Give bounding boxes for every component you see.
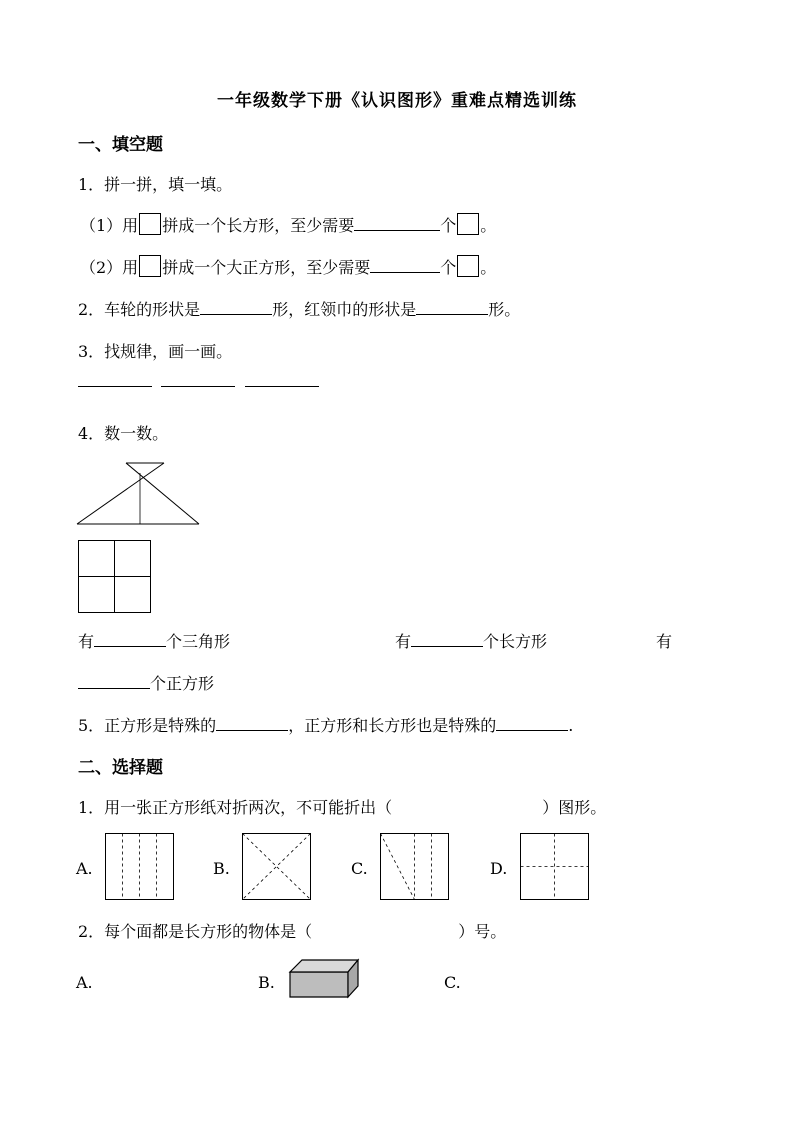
q1-p2-end: 。 [480,258,497,277]
q1-p2-pre: （2）用 [80,258,139,277]
q2-mid: 形，红领巾的形状是 [272,300,417,319]
small-square-box [139,213,161,235]
answer-blank[interactable] [411,632,483,647]
page-title: 一年级数学下册《认识图形》重难点精选训练 [217,91,577,111]
q5-post: . [568,716,574,735]
answer-blank[interactable] [245,386,319,387]
option-d-label[interactable]: D. [490,859,508,878]
small-square-box [457,255,479,277]
cq2-pre: 2．每个面都是长方形的物体是（ [78,922,313,941]
question-4-text: 4．数一数。 [78,424,169,443]
q2-pre: 2．车轮的形状是 [78,300,201,319]
section-heading-fill-blank: 一、填空题 [78,135,163,155]
q1-p1-pre: （1）用 [80,216,139,235]
cq1-post: ）图形。 [542,798,607,817]
question-1-part-2 [80,255,496,278]
q2-post: 形。 [488,300,521,319]
small-square-box [139,255,161,277]
cq2-post: ）号。 [458,922,507,941]
option-c-label[interactable]: C. [351,859,368,878]
option-b-figure[interactable] [242,833,312,901]
q1-p2-mid: 拼成一个大正方形，至少需要 [162,258,371,277]
cq1-pre: 1．用一张正方形纸对折两次，不可能折出（ [78,798,393,817]
option-a-figure[interactable] [105,833,175,901]
q4-a-pre: 有 [78,632,95,651]
answer-blank[interactable] [216,716,288,731]
option-b-label[interactable]: B. [258,973,275,992]
section-heading-multiple-choice: 二、选择题 [78,758,163,778]
option-b-label[interactable]: B. [213,859,230,878]
choice-question-1 [78,795,606,818]
option-c-label[interactable]: C. [444,973,461,992]
question-1-part-1 [80,213,496,236]
answer-blank[interactable] [354,216,440,231]
q4-b-post: 个长方形 [483,632,548,651]
question-2 [78,297,520,320]
question-1-text: 1．拼一拼，填一填。 [78,175,233,194]
option-a-label[interactable]: A. [76,859,93,878]
answer-blank[interactable] [496,716,568,731]
answer-blank[interactable] [78,674,150,689]
option-d-figure[interactable] [520,833,590,901]
q5-mid: ，正方形和长方形也是特殊的 [288,716,497,735]
question-3-text: 3．找规律，画一画。 [78,342,233,361]
option-c-figure[interactable] [380,833,450,901]
answer-blank[interactable] [78,386,152,387]
option-a-label[interactable]: A. [76,973,93,992]
answer-blank[interactable] [94,632,166,647]
answer-blank[interactable] [370,258,440,273]
q1-p1-mid: 拼成一个长方形，至少需要 [162,216,355,235]
q4-a-post: 个三角形 [166,632,231,651]
q1-p1-end: 。 [480,216,497,235]
answer-blank[interactable] [416,300,488,315]
question-4-answer-b [395,629,547,652]
triangle-figure [76,462,202,526]
grid-square-figure [78,540,152,614]
question-4-answer-c [78,671,214,694]
answer-blank[interactable] [161,386,235,387]
q5-pre: 5．正方形是特殊的 [78,716,217,735]
choice-question-2 [78,919,506,942]
q4-c-post: 个正方形 [150,674,215,693]
cuboid-box-icon[interactable] [288,958,360,1000]
q4-c-pre: 有 [656,632,673,651]
question-4-answer-a [78,629,230,652]
q4-b-pre: 有 [395,632,412,651]
answer-blank[interactable] [200,300,272,315]
question-5 [78,713,573,736]
q1-p2-post: 个 [440,258,457,277]
small-square-box [457,213,479,235]
q1-p1-post: 个 [440,216,457,235]
